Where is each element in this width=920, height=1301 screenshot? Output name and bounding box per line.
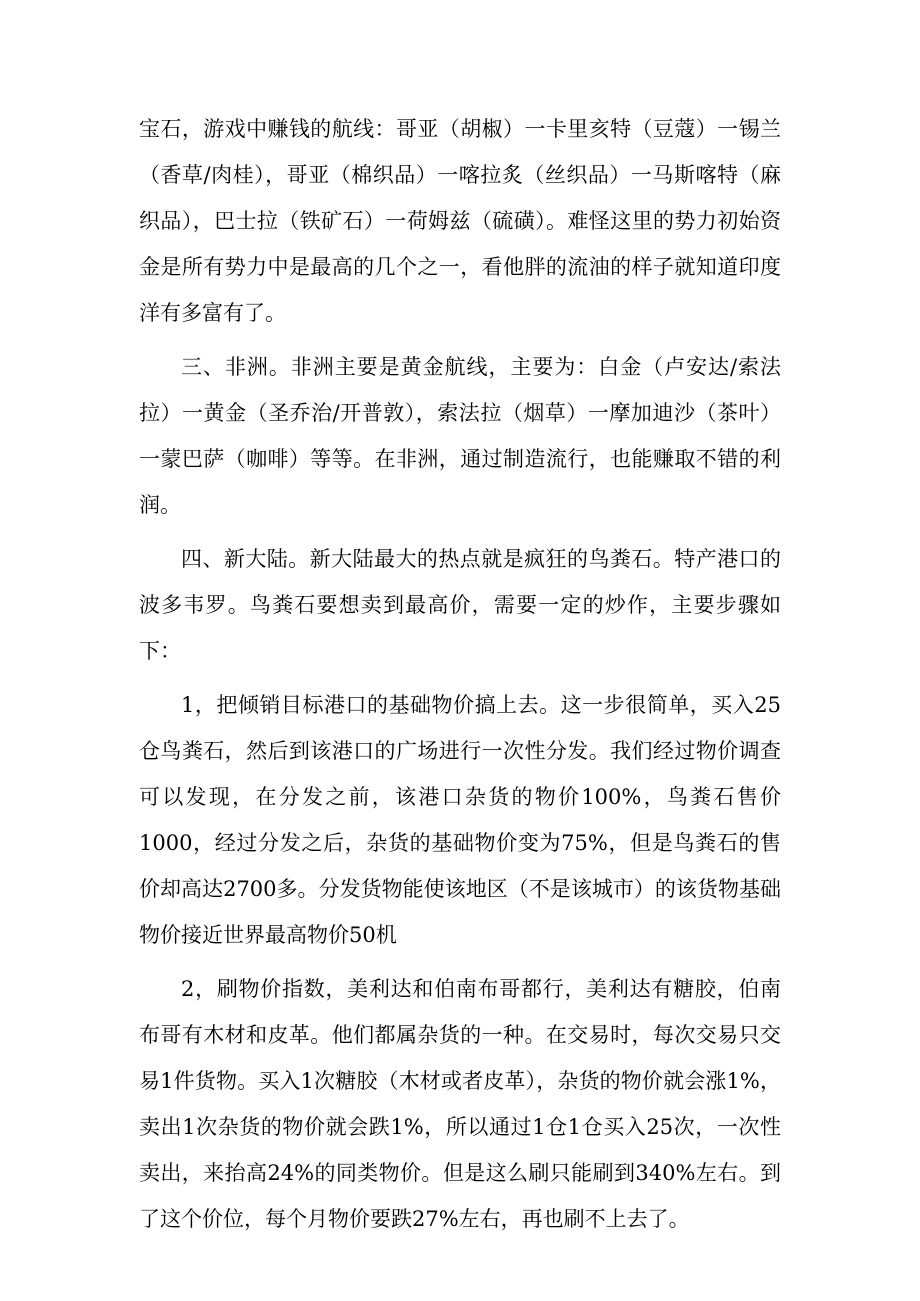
paragraph-india-routes: 宝石，游戏中赚钱的航线：哥亚（胡椒）一卡里亥特（豆蔻）一锡兰（香草/肉桂），哥亚（棉织品）一喀拉炙（丝织品）一马斯喀特（麻织品），巴士拉（铁矿石）一荷姆兹（硫磺）。难怪这里的势力初始资金是所有势力中是最高的几个之一，看他胖的流油的样子就知道印度洋有多富有了。 <box>139 117 781 325</box>
paragraph-new-world: 四、新大陆。新大陆最大的热点就是疯狂的鸟粪石。特产港口的波多韦罗。鸟粪石要想卖到最高价，需要一定的炒作，主要步骤如下： <box>139 547 781 663</box>
paragraph-step-2: 2，刷物价指数，美利达和伯南布哥都行，美利达有糖胶，伯南布哥有木材和皮革。他们都属杂货的一种。在交易时，每次交易只交易1件货物。买入1次糖胶（木材或者皮革），杂货的物价就会涨1%，卖出1次杂货的物价就会跌1%，所以通过1仓1仓买入25次，一次性卖出，来抬高24%的同类物价。但是这么刷只能刷到340%左右。到了这个价位，每个月物价要跌27%左右，再也刷不上去了。 <box>139 977 781 1231</box>
paragraph-africa: 三、非洲。非洲主要是黄金航线，主要为：白金（卢安达/索法拉）一黄金（圣乔治/开普敦），索法拉（烟草）一摩加迪沙（茶叶）一蒙巴萨（咖啡）等等。在非洲，通过制造流行，也能赚取不错的利润。 <box>139 355 781 517</box>
paragraph-step-1: 1，把倾销目标港口的基础物价搞上去。这一步很简单，买入25仓鸟粪石，然后到该港口的广场进行一次性分发。我们经过物价调查可以发现，在分发之前，该港口杂货的物价100%，鸟粪石售价1000，经过分发之后，杂货的基础物价变为75%，但是鸟粪石的售价却高达2700多。分发货物能使该地区（不是该城市）的该货物基础物价接近世界最高物价50机 <box>139 693 781 947</box>
body-text <box>139 106 781 1250</box>
